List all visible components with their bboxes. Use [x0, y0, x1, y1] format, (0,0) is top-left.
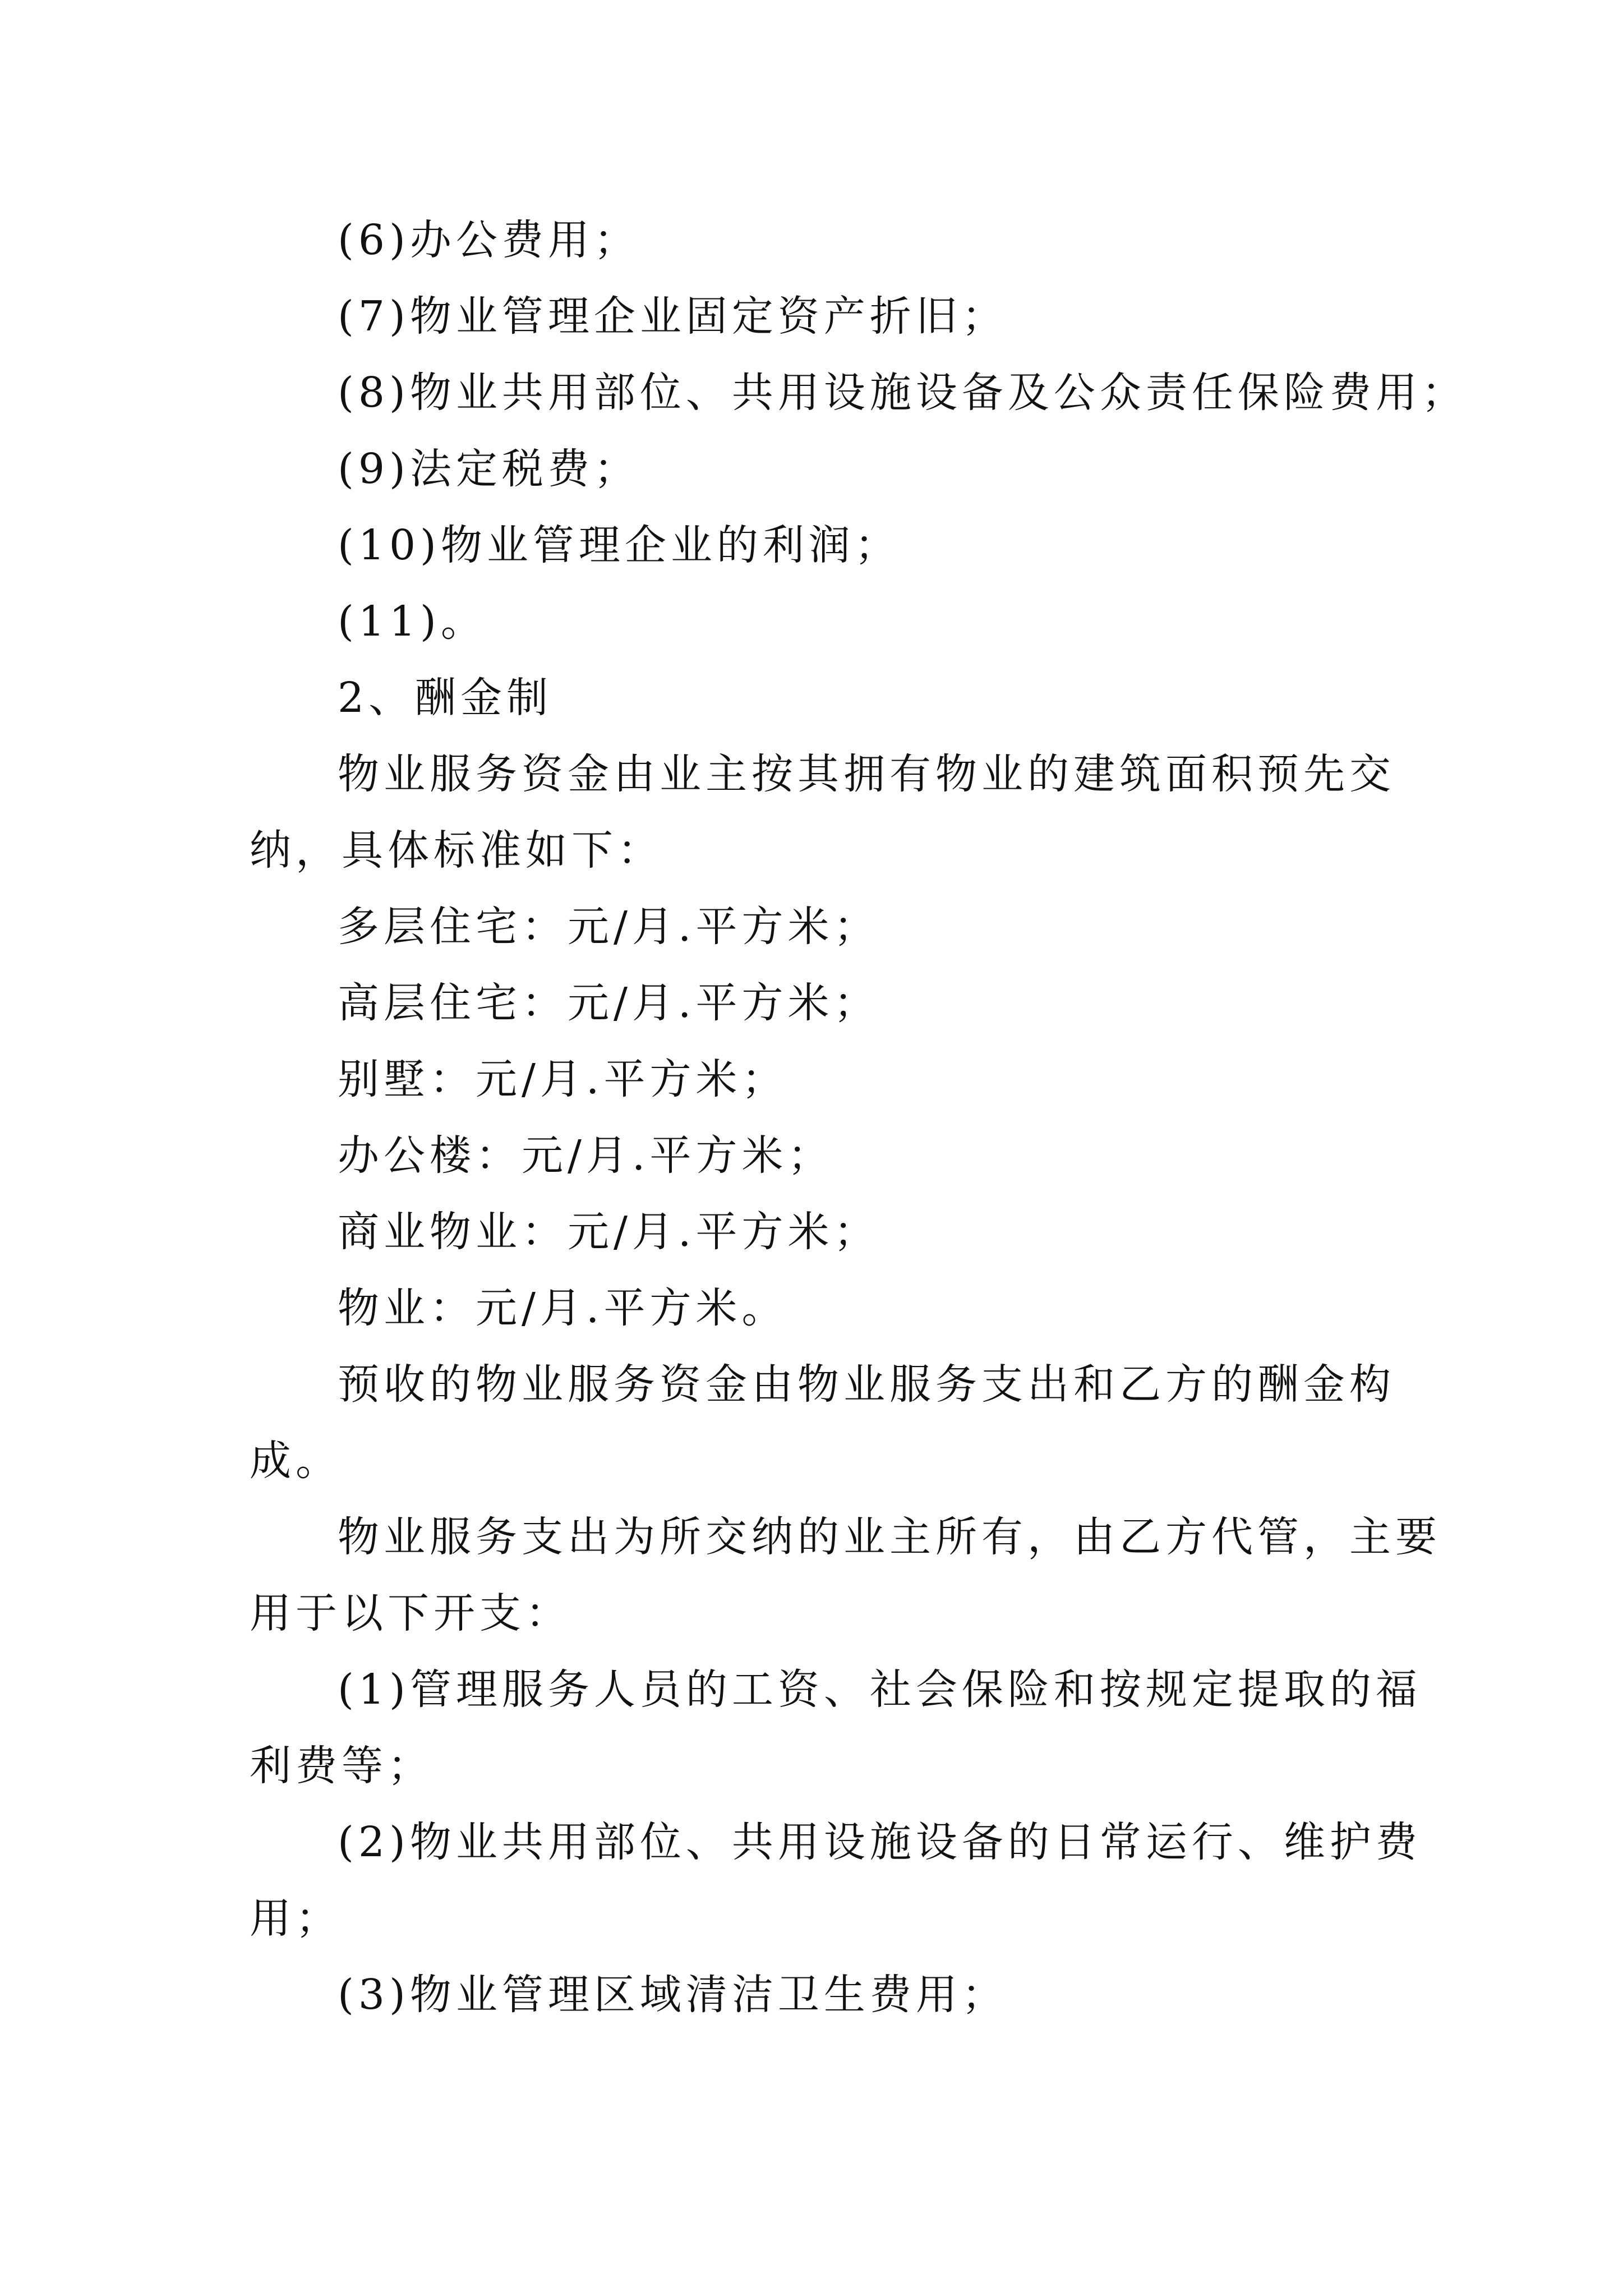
paragraph-line: (8)物业共用部位、共用设施设备及公众责任保险费用；: [338, 369, 1468, 417]
paragraph-line: 用；: [250, 1894, 342, 1943]
paragraph-line: 用于以下开支：: [250, 1589, 571, 1637]
paragraph-line: 成。: [250, 1437, 342, 1485]
fee-standard-line: 物业：元/月.平方米。: [338, 1284, 788, 1332]
paragraph-line: (6)办公费用；: [338, 216, 640, 264]
paragraph-line: 物业服务资金由业主按其拥有物业的建筑面积预先交: [338, 750, 1395, 798]
fee-standard-line: 高层住宅：元/月.平方米；: [338, 979, 880, 1027]
document-body: [250, 202, 1468, 2033]
paragraph-line: 纳，具体标准如下：: [250, 826, 663, 875]
paragraph-line: (10)物业管理企业的利润；: [338, 521, 901, 569]
paragraph-line: 预收的物业服务资金由物业服务支出和乙方的酬金构: [338, 1360, 1395, 1409]
paragraph-line: (7)物业管理企业固定资产折旧；: [338, 292, 1008, 341]
paragraph-line: 物业服务支出为所交纳的业主所有，由乙方代管，主要: [338, 1513, 1441, 1561]
fee-standard-line: 别墅：元/月.平方米；: [338, 1055, 788, 1103]
paragraph-line: (11)。: [338, 597, 487, 646]
paragraph-line: (9)法定税费；: [338, 445, 640, 493]
fee-standard-line: 商业物业：元/月.平方米；: [338, 1208, 880, 1256]
paragraph-line: (2)物业共用部位、共用设施设备的日常运行、维护费: [338, 1818, 1422, 1866]
fee-standard-line: 多层住宅：元/月.平方米；: [338, 903, 880, 951]
section-heading: 2、酬金制: [338, 674, 553, 722]
paragraph-line: (1)管理服务人员的工资、社会保险和按规定提取的福: [338, 1665, 1422, 1714]
fee-standard-line: 办公楼：元/月.平方米；: [338, 1131, 834, 1180]
paragraph-line: (3)物业管理区域清洁卫生费用；: [338, 1971, 1008, 2019]
paragraph-line: 利费等；: [250, 1742, 434, 1790]
